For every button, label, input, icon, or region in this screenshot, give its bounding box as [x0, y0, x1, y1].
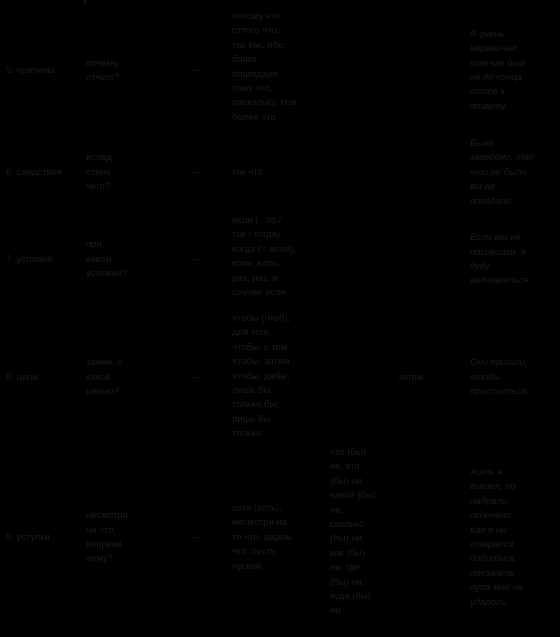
example-sentence: Я очень нервничал, так как был не до конца готов к ответу. — [470, 28, 525, 112]
table-row — [0, 134, 560, 212]
top-mark — [84, 0, 86, 4]
example-sentence: Было заведено, так что не было вы не опоздали. — [470, 137, 534, 207]
dash-placeholder: — — [190, 64, 200, 76]
conjunctions-list: если (...то / так / тогда), когда (= если), коли, коль, раз, раз, в случае если — [232, 215, 297, 299]
clause-type: 7. условия — [6, 253, 53, 265]
clause-type: 6. следствия — [6, 166, 63, 178]
dash-placeholder: — — [190, 166, 200, 178]
clause-type: 9. уступки — [6, 531, 50, 543]
conjunctions-list: потому что, оттого что, так как, ибо, благо, благодаря тому что, поскольку, тем более что — [232, 11, 297, 123]
example-sentence: Если мы не поспешим, я буду волноваться. — [470, 232, 532, 287]
example-sentence: Хоть я вышел, но набрали окончено. Как я ни старался добиться, поезжать пуда мне не удалось. — [470, 466, 524, 608]
example-sentence: Они пришли, чтобы проститься. — [470, 357, 530, 398]
clause-type: 8. цели — [6, 371, 38, 383]
conjunctions-list: так что — [232, 166, 263, 178]
conjunctions-list: хотя (хоть), несмотря на то что, даром что, пусть, пускай — [232, 502, 292, 572]
conjunctions-list: чтобы (чтоб), для того чтобы, с тем чтобы, затем чтобы, дабы, лишь бы, только бы, лишь бы только — [232, 313, 291, 440]
table-row — [0, 10, 560, 132]
table-row — [0, 446, 560, 630]
relative-pronoun-list: что (бы) ни, кто (бы) ни, какой (бы) ни, сколько (бы) ни, как (бы) ни, где (бы) ни, куда (бы) ни — [330, 447, 376, 617]
correlative-word: затем — [398, 371, 424, 383]
table-row — [0, 310, 560, 446]
clause-question: почему, отчего? — [86, 57, 120, 83]
clause-question: несмотря на что, вопреки чему? — [86, 510, 128, 565]
table-row — [0, 212, 560, 308]
dash-placeholder: — — [190, 371, 200, 383]
clause-type: 5. причины — [6, 64, 55, 76]
dash-placeholder: — — [190, 253, 200, 265]
dash-placeholder: — — [190, 531, 200, 543]
clause-question: при каком условии? — [86, 239, 128, 280]
clause-question: зачем, с какой целью? — [86, 357, 123, 398]
clause-question: вслед- ствие чего? — [86, 152, 116, 193]
